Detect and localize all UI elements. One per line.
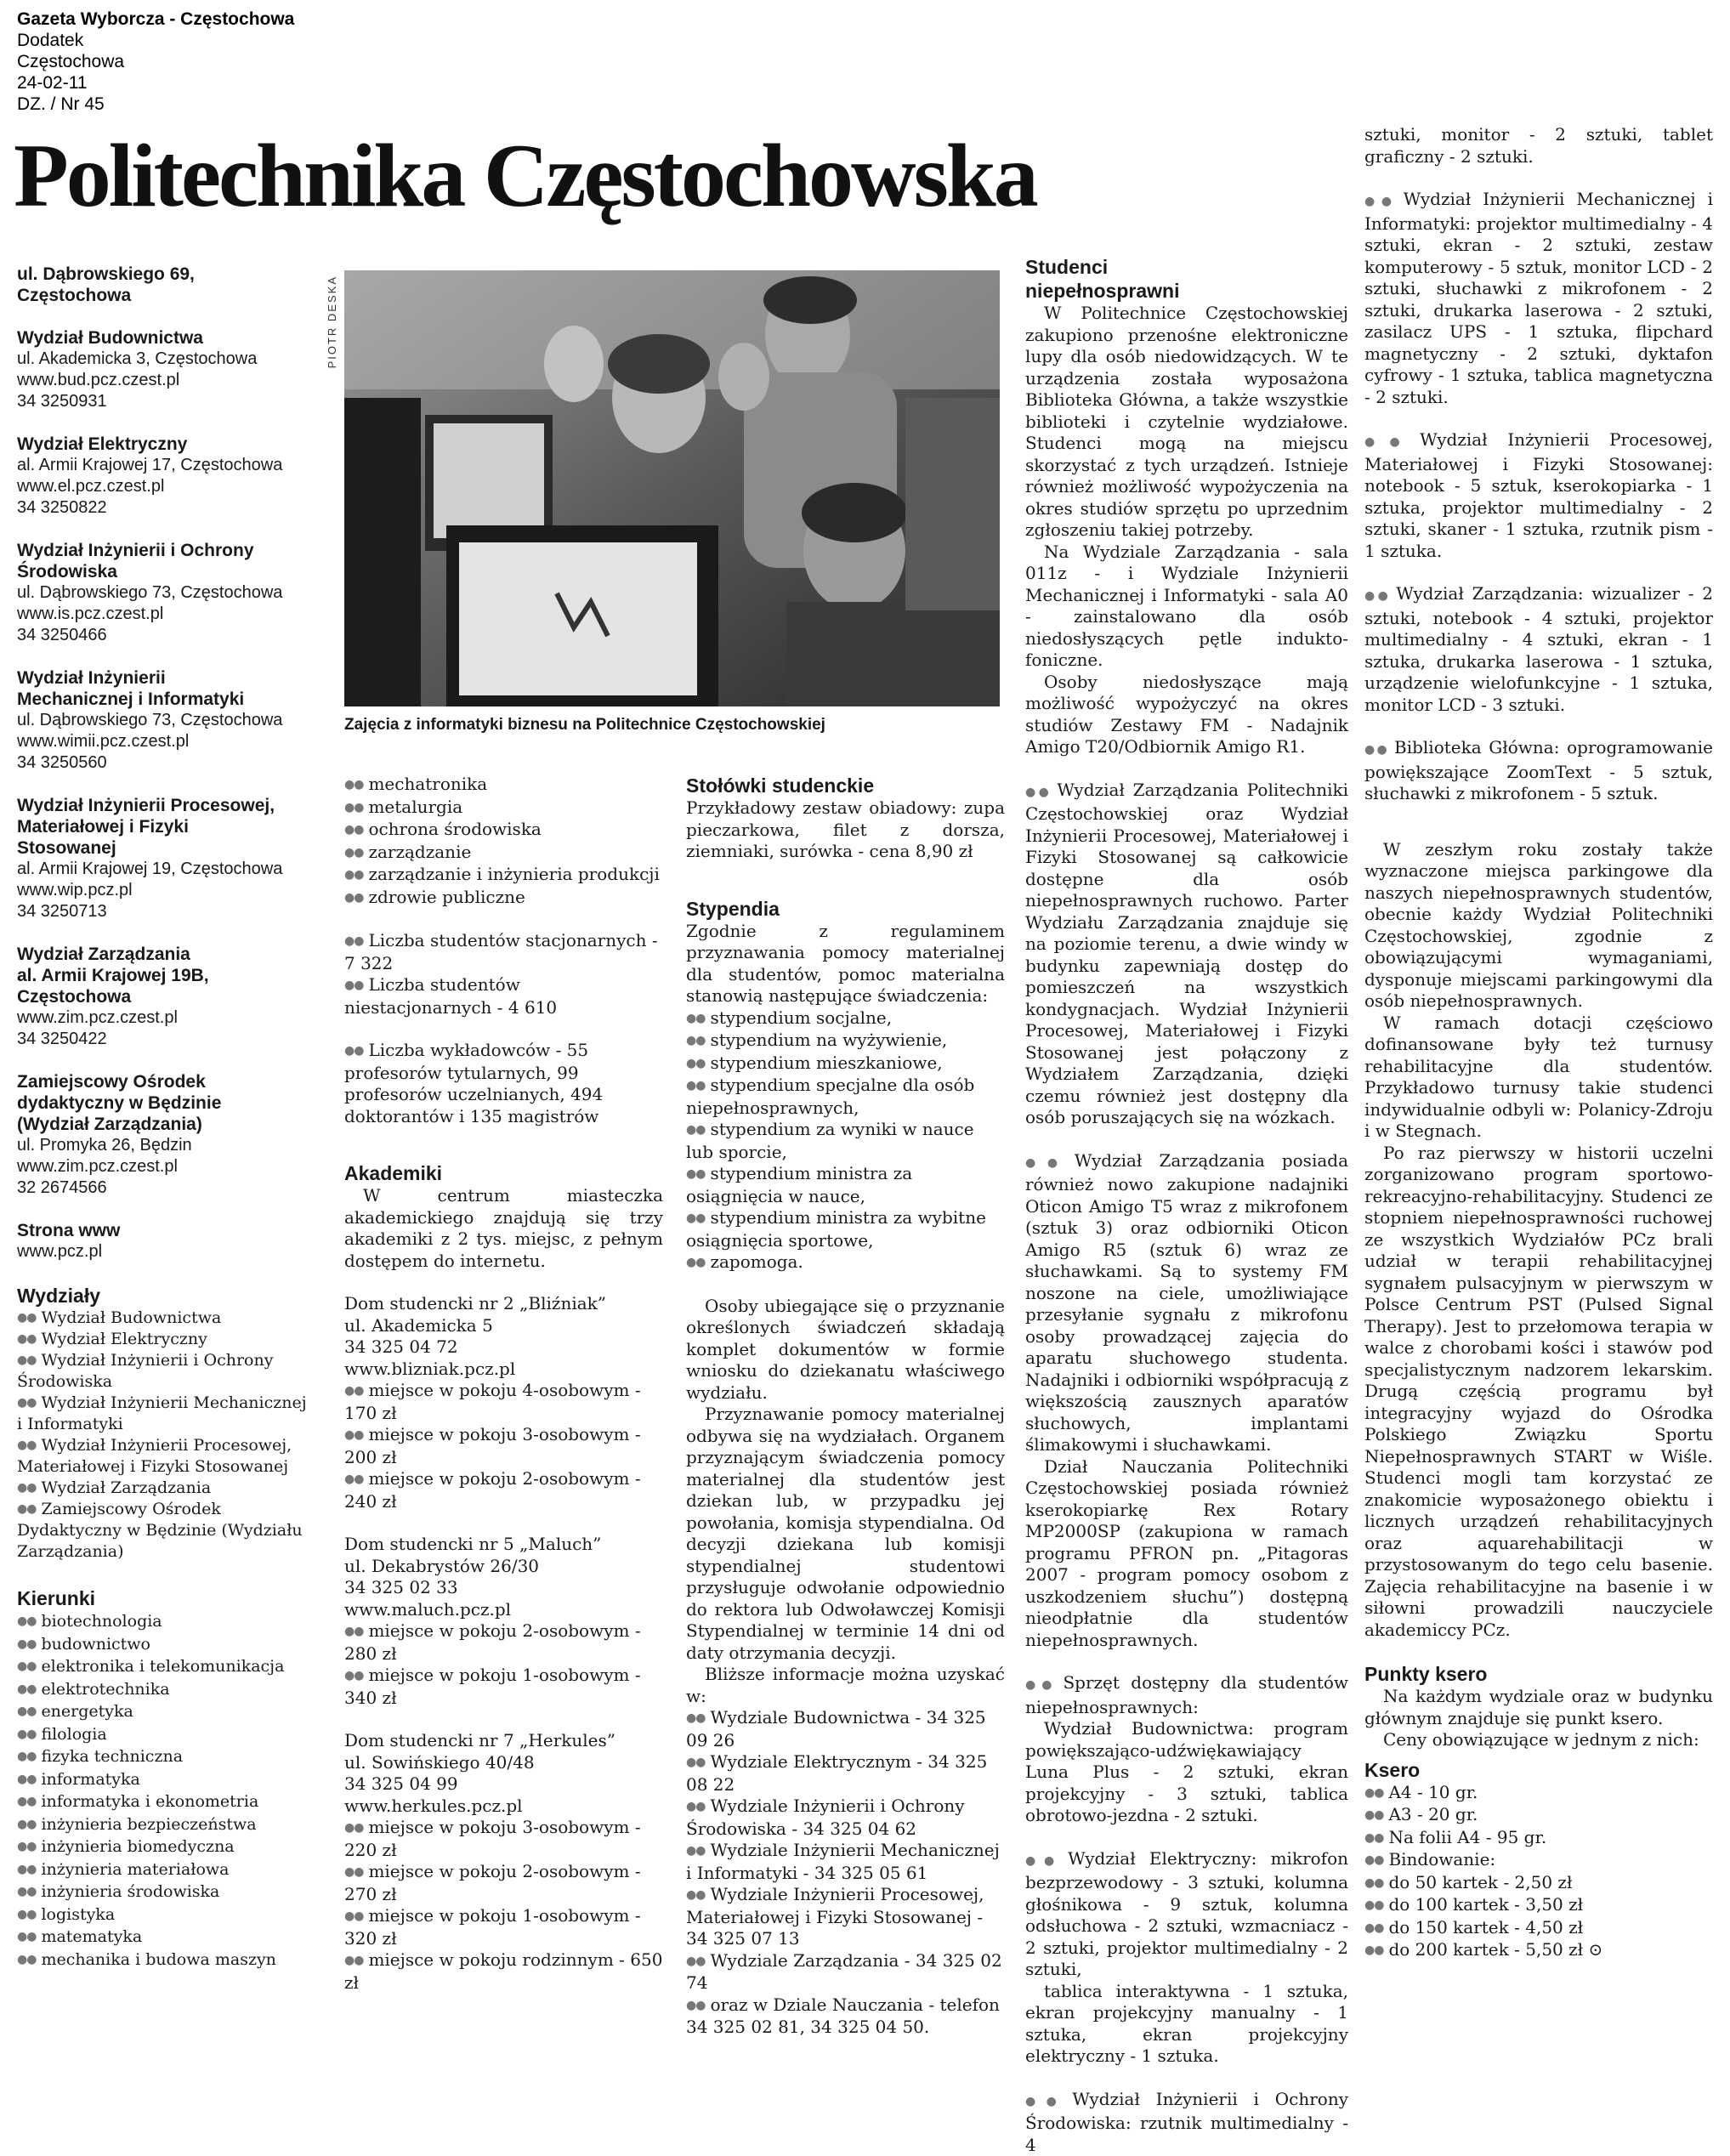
list-item: ●● Zamiejscowy Ośrodek Dydaktyczny w Będzinie (Wydziału Zarządzania) [17, 1499, 310, 1563]
ksero-title: Punkty ksero [1364, 1662, 1713, 1686]
list-item: ●● mechatronika [344, 774, 663, 797]
bullet-icon: ●● [344, 1472, 363, 1486]
bullet-icon: ●● [1364, 1898, 1383, 1912]
dorm-www: www.maluch.pcz.pl [344, 1599, 663, 1621]
bullet-icon: ●● [17, 1660, 36, 1673]
source-name: Gazeta Wyborcza - Częstochowa [17, 9, 294, 30]
wydzialy-title: Wydziały [17, 1284, 310, 1308]
bullet-icon: ●● [17, 1863, 36, 1876]
article-paragraph: ●● Wydział Inżynierii i Ochrony Środowiska: rzutnik multimedialny - 4 [1025, 2089, 1348, 2156]
issue-number: DZ. / Nr 45 [17, 94, 294, 115]
article-paragraph: W ramach dotacji częściowo dofinansowane były też turnusy rehabilitacyjne dla studentów. Przykładowo turnusy takie studenci indywidualnie odbyli w: Polanicy-Zdroju i w Stegnach. [1364, 1013, 1713, 1143]
list-item: ●● logistyka [17, 1904, 310, 1926]
list-item: ●● zapomoga. [686, 1251, 1005, 1274]
bullet-icon: ●● [1364, 1808, 1383, 1822]
price-item: ●● do 150 kartek - 4,50 zł [1364, 1917, 1713, 1940]
bullet-icon: ●● [344, 1909, 363, 1923]
faculty-address: al. Armii Krajowej 19, Częstochowa [17, 859, 310, 880]
list-item: ●● elektronika i telekomunikacja [17, 1655, 310, 1678]
article-paragraph: W Politechnice Częstochowskiej zakupiono przenośne elektroniczne lupy dla osób niedowidzących. W te urządzenia została wyposażona Biblioteka Główna, a także wszystkie biblioteki i czytelnie wydziałowe. Studenci mogą na miejscu skorzystać z tych urządzeń. Istnieje również możliwość wypożyczenia na okres studiów sprzętu po uprzednim zgłoszeniu takiej potrzeby. [1025, 303, 1348, 542]
bullet-icon: ●● [17, 1396, 36, 1410]
price-item: ●● Bindowanie: [1364, 1849, 1713, 1872]
article-paragraph: tablica interaktywna - 1 sztuka, ekran projekcyjny manualny - 1 sztuka, ekran projekcyjny elektryczny - 1 sztuka. [1025, 1981, 1348, 2068]
price-item: ●● miejsce w pokoju 1-osobowym - 320 zł [344, 1905, 663, 1949]
article-paragraph: ●● Biblioteka Główna: oprogramowanie powiększające ZoomText - 5 sztuk, słuchawki z mikrofonem - 5 sztuk. [1364, 737, 1713, 805]
akademiki-intro: W centrum miasteczka akademickiego znajdują się trzy akademiki z 2 tys. miejsc, z pełnym dostępem do internetu. [344, 1185, 663, 1272]
faculty-www: www.wip.pcz.pl [17, 880, 310, 901]
bullet-icon: ●● [686, 1123, 705, 1137]
faculty-phone: 34 3250822 [17, 497, 310, 519]
list-item: ●● stypendium na wyżywienie, [686, 1030, 1005, 1052]
price-item: ●● miejsce w pokoju 2-osobowym - 240 zł [344, 1468, 663, 1512]
article-paragraph: ●● Wydział Elektryczny: mikrofon bezprzewodowy - 3 sztuki, kolumna głośnikowa - 9 sztuk, kolumna odsłuchowa - 2 sztuki, wzmacniacz - 2 sztuki, projektor multimedialny - 2 sztuki, [1025, 1848, 1348, 1981]
list-item: ●● budownictwo [17, 1633, 310, 1656]
article-paragraph: ●● Wydział Zarządzania Politechniki Częstochowskiej oraz Wydział Inżynierii Procesowej, Materiałowej i Fizyki Stosowanej są całkowicie dostępne dla osób niepełnosprawnych ruchowo. Parter Wydziału Zarządzania znajduje się na poziomie terenu, a dwie windy w budynku zapewniają dostęp do pomieszczeń na wszystkich kondygnacjach. Wydział Inżynierii Procesowej, Materiałowej i Fizyki Stosowanej jest połączony z Wydziałem Zarządzania, dzięki czemu również jest dostępny dla osób poruszających się na wózkach. [1025, 780, 1348, 1129]
column-1 [17, 264, 310, 1971]
faculty-www: www.zim.pcz.czest.pl [17, 1007, 310, 1029]
bullet-icon: ●● [344, 979, 363, 992]
list-item: ●● matematyka [17, 1926, 310, 1949]
faculty-address: ul. Dąbrowskiego 73, Częstochowa [17, 710, 310, 731]
faculty-address: ul. Akademicka 3, Częstochowa [17, 349, 310, 370]
column-5 [1364, 124, 1713, 1962]
address-city: Częstochowa [17, 285, 310, 306]
niepelnosprawni-title: niepełnosprawni [1025, 279, 1348, 303]
stypendia-title: Stypendia [686, 897, 1005, 921]
stypendia-list [686, 1007, 1005, 1274]
bullet-icon: ●● [17, 1930, 36, 1943]
bullet-icon: ●● [686, 1800, 705, 1813]
list-item: ●● oraz w Dziale Nauczania - telefon 34 325 02 81, 34 325 04 50. [686, 1994, 1005, 2039]
price-item: ●● do 200 kartek - 5,50 zł ⊙ [1364, 1939, 1713, 1962]
article-paragraph: Ceny obowiązujące w jednym z nich: [1364, 1729, 1713, 1751]
staff-stats [344, 1040, 663, 1127]
list-item: ●● mechanika i budowa maszyn [17, 1949, 310, 1972]
faculty-address: ul. Dąbrowskiego 73, Częstochowa [17, 582, 310, 604]
faculty-phone: 34 3250466 [17, 625, 310, 646]
faculty-name: Mechanicznej i Informatyki [17, 689, 310, 710]
list-item: ●● stypendium za wyniki w nauce lub sporcie, [686, 1119, 1005, 1163]
bullet-icon: ●● [17, 1637, 36, 1651]
city-name: Częstochowa [17, 51, 294, 72]
article-paragraph: Wydział Budownictwa: program powiększająco-udźwiękawiający Luna Plus - 2 sztuki, ekran projekcyjny - 3 sztuki, tablica obrotowo-jezdna - 2 sztuki. [1025, 1718, 1348, 1827]
bullet-icon: ●● [1025, 2095, 1067, 2108]
column-4 [1025, 255, 1348, 2156]
price-item: ●● miejsce w pokoju rodzinnym - 650 zł [344, 1949, 663, 1994]
list-item: ●● ochrona środowiska [344, 819, 663, 842]
faculty-name: Środowiska [17, 561, 310, 582]
faculty-name: al. Armii Krajowej 19B, [17, 965, 310, 986]
bullet-icon: ●● [344, 1865, 363, 1879]
bullet-icon: ●● [17, 1481, 36, 1495]
bullet-icon: ●● [686, 1756, 705, 1769]
dorm-block [344, 1293, 663, 1512]
list-item: ●● informatyka [17, 1768, 310, 1791]
akademiki-title: Akademiki [344, 1161, 663, 1185]
list-item: ●● biotechnologia [17, 1610, 310, 1633]
price-item: ●● miejsce w pokoju 1-osobowym - 340 zł [344, 1665, 663, 1709]
bullet-icon: ●● [1364, 1943, 1383, 1957]
bullet-icon: ●● [17, 1614, 36, 1628]
list-item: ●● Wydziale Zarządzania - 34 325 02 74 [686, 1950, 1005, 1994]
bullet-icon: ●● [17, 1353, 36, 1367]
bullet-icon: ●● [1364, 743, 1389, 757]
list-item: ●● inżynieria bezpieczeństwa [17, 1813, 310, 1836]
faculty-block [17, 795, 310, 922]
faculty-name: Wydział Inżynierii i Ochrony [17, 540, 310, 561]
stypendia-paragraph: Przyznawanie pomocy materialnej odbywa się na wydziałach. Organem przyznającym świadczenia pomocy materialnej dla studentów jest dziekan lub, w przypadku jej powołania, komisja stypendialna. Od decyzji dziekana lub komisji stypendialnej studentowi przysługuje odwołanie odpowiednio do rektora lub Odwoławczej Komisji Stypendialnej w terminie 14 dni od daty otrzymania decyzji. [686, 1404, 1005, 1664]
list-item: ●● fizyka techniczna [17, 1745, 310, 1768]
bullet-icon: ●● [17, 1332, 36, 1346]
bullet-icon: ●● [344, 868, 363, 882]
page-title: Politechnika Częstochowska [14, 129, 1036, 223]
faculty-name: Wydział Budownictwa [17, 327, 310, 349]
bullet-icon: ●● [17, 1728, 36, 1741]
bullet-icon: ●● [344, 1625, 363, 1638]
bullet-icon: ●● [686, 1057, 705, 1070]
bullet-icon: ●● [1364, 1786, 1383, 1800]
bullet-icon: ●● [1364, 1853, 1383, 1867]
list-item: ●● Liczba studentów stacjonarnych - 7 322 [344, 930, 663, 974]
stypendia-paragraph: Bliższe informacje można uzyskać w: [686, 1664, 1005, 1707]
list-item: ●● stypendium ministra za wybitne osiągnięcia sportowe, [686, 1207, 1005, 1251]
bullet-icon: ●● [344, 801, 363, 814]
dorm-name: Dom studencki nr 7 „Herkules” [344, 1730, 663, 1752]
bullet-icon: ●● [344, 846, 363, 860]
bullet-icon: ●● [686, 1034, 705, 1047]
list-item: ●● Wydziale Inżynierii Procesowej, Materiałowej i Fizyki Stosowanej - 34 325 07 13 [686, 1884, 1005, 1950]
price-item: ●● miejsce w pokoju 2-osobowym - 270 zł [344, 1861, 663, 1905]
section-name: Dodatek [17, 30, 294, 51]
kierunki-list [17, 1610, 310, 1971]
stolowki-title: Stołówki studenckie [686, 774, 1005, 797]
article-paragraph: ●● Wydział Inżynierii Mechanicznej i Informatyki: projektor multimedialny - 4 sztuki, ekran - 2 sztuki, zestaw komputerowy - 5 sztuk, monitor LCD - 2 sztuki, słuchawki z mikrofonem - 2 sztuki, drukarka laserowa - 2 sztuki, zasilacz UPS - 1 sztuka, flipchard magnetyczny - 2 sztuki, dyktafon cyfrowy - 1 sztuka, tablica magnetyczna - 2 sztuki. [1364, 189, 1713, 408]
dorm-block [344, 1730, 663, 1994]
stypendia-paragraph: Osoby ubiegające się o przyznanie określonych świadczeń składają komplet dokumentów w formie wniosku do dziekanatu właściwego wydziału. [686, 1296, 1005, 1404]
publication-date: 24-02-11 [17, 72, 294, 94]
article-paragraph: Na każdym wydziale oraz w budynku głównym znajduje się punkt ksero. [1364, 1686, 1713, 1729]
stypendia-intro: Zgodnie z regulaminem przyznawania pomocy materialnej dla studentów, pomoc materialna stanowią następujące świadczenia: [686, 921, 1005, 1007]
bullet-icon: ●● [1025, 1156, 1069, 1170]
list-item: ●● Liczba studentów niestacjonarnych - 4 610 [344, 974, 663, 1018]
bullet-icon: ●● [344, 1428, 363, 1442]
ksero-price-list [1364, 1782, 1713, 1962]
article-paragraph: ●● Wydział Zarządzania: wizualizer - 2 sztuki, notebook - 4 sztuki, projektor multimedialny - 4 sztuki, ekran - 1 sztuka, drukarka laserowa - 1 sztuka, urządzenie wielofunkcyjne - 1 sztuka, monitor LCD - 3 sztuki. [1364, 583, 1713, 716]
list-item: ●● inżynieria materiałowa [17, 1858, 310, 1881]
photo-credit: PIOTR DESKA [326, 275, 338, 368]
price-item: ●● A4 - 10 gr. [1364, 1782, 1713, 1805]
niepelnosprawni-title: Studenci [1025, 255, 1348, 279]
bullet-icon: ●● [1364, 1831, 1383, 1845]
list-item: ●● stypendium ministra za osiągnięcia w nauce, [686, 1163, 1005, 1207]
kierunki-title: Kierunki [17, 1586, 310, 1610]
bullet-icon: ●● [17, 1750, 36, 1763]
list-item: ●● stypendium socjalne, [686, 1007, 1005, 1030]
faculty-name: Stosowanej [17, 837, 310, 859]
list-item: ●● Wydziale Inżynierii Mechanicznej i Informatyki - 34 325 05 61 [686, 1840, 1005, 1884]
bullet-icon: ●● [1364, 195, 1398, 208]
bullet-icon: ●● [686, 1012, 705, 1025]
list-item: ●● Wydział Inżynierii Procesowej, Materiałowej i Fizyki Stosowanej [17, 1435, 310, 1478]
bullet-icon: ●● [1364, 1921, 1383, 1935]
price-item: ●● do 100 kartek - 3,50 zł [1364, 1894, 1713, 1917]
list-item: ●● stypendium mieszkaniowe, [686, 1052, 1005, 1075]
faculty-name: Wydział Inżynierii Procesowej, [17, 795, 310, 816]
bullet-icon: ●● [17, 1705, 36, 1718]
stolowki-text: Przykładowy zestaw obiadowy: zupa pieczarkowa, filet z dorsza, ziemniaki, surówka - cena 8,90 zł [686, 797, 1005, 863]
faculty-block [17, 944, 310, 1050]
photo-illustration [344, 270, 1000, 706]
dorm-address: ul. Akademicka 5 [344, 1315, 663, 1337]
faculty-address: al. Armii Krajowej 17, Częstochowa [17, 455, 310, 476]
bullet-icon: ●● [344, 1384, 363, 1398]
list-item: ●● Wydział Elektryczny [17, 1329, 310, 1350]
bullet-icon: ●● [686, 1079, 705, 1092]
kierunki-list-continued [344, 774, 663, 909]
bullet-icon: ●● [344, 1044, 363, 1058]
stats-list [344, 930, 663, 1018]
bullet-icon: ●● [686, 1256, 705, 1269]
bullet-icon: ●● [1025, 1854, 1063, 1868]
faculty-name: (Wydział Zarządzania) [17, 1114, 310, 1135]
faculty-name: Wydział Zarządzania [17, 944, 310, 965]
list-item: ●● Wydziale Inżynierii i Ochrony Środowiska - 34 325 04 62 [686, 1796, 1005, 1840]
faculty-block [17, 667, 310, 774]
bullet-icon: ●● [344, 778, 363, 791]
faculty-name: Wydział Inżynierii [17, 667, 310, 689]
price-item: ●● miejsce w pokoju 2-osobowym - 280 zł [344, 1620, 663, 1665]
article-paragraph: sztuki, monitor - 2 sztuki, tablet graficzny - 2 sztuki. [1364, 124, 1713, 167]
bullet-icon: ●● [17, 1818, 36, 1831]
bullet-icon: ●● [17, 1885, 36, 1898]
bullet-icon: ●● [344, 1821, 363, 1835]
www-url: www.pcz.pl [17, 1241, 310, 1262]
list-item: ●● energetyka [17, 1700, 310, 1723]
faculty-phone: 34 3250560 [17, 752, 310, 774]
faculty-name: Materiałowej i Fizyki [17, 816, 310, 837]
clipping-header [17, 9, 294, 115]
column-2 [344, 774, 663, 1994]
faculty-block [17, 327, 310, 412]
dorm-www: www.herkules.pcz.pl [344, 1796, 663, 1818]
wydzialy-list [17, 1308, 310, 1563]
faculty-block [17, 434, 310, 519]
bullet-icon: ●● [1025, 1678, 1058, 1692]
list-item: ●● elektrotechnika [17, 1678, 310, 1701]
bullet-icon: ●● [344, 1669, 363, 1682]
bullet-icon: ●● [344, 823, 363, 837]
dorm-phone: 34 325 04 99 [344, 1773, 663, 1796]
www-title: Strona www [17, 1220, 310, 1241]
list-item: ●● zarządzanie [344, 842, 663, 865]
list-item: ●● inżynieria biomedyczna [17, 1835, 310, 1858]
bullet-icon: ●● [1364, 435, 1415, 449]
faculty-www: www.zim.pcz.czest.pl [17, 1156, 310, 1177]
article-paragraph: Osoby niedosłyszące mają możliwość wypożyczyć na okres studiów Zestawy FM - Nadajnik Amigo T20/Odbiornik Amigo R1. [1025, 672, 1348, 758]
list-item: ●● Wydział Inżynierii i Ochrony Środowiska [17, 1350, 310, 1393]
faculty-phone: 34 3250931 [17, 391, 310, 412]
bullet-icon: ●● [17, 1682, 36, 1696]
bullet-icon: ●● [17, 1953, 36, 1966]
price-item: ●● do 50 kartek - 2,50 zł [1364, 1872, 1713, 1895]
bullet-icon: ●● [1025, 786, 1052, 799]
faculty-phone: 32 2674566 [17, 1177, 310, 1199]
article-paragraph: Na Wydziale Zarządzania - sala 011z - i Wydziale Inżynierii Mechanicznej i Informatyki - sala A0 - zainstalowano dla osób niedosłyszących pętle induktofoniczne. [1025, 542, 1348, 672]
faculty-www: www.is.pcz.czest.pl [17, 604, 310, 625]
bullet-icon: ●● [17, 1438, 36, 1452]
www-block [17, 1220, 310, 1262]
end-mark-icon: ⊙ [1589, 1939, 1603, 1960]
news-photo [344, 270, 1000, 706]
bullet-icon: ●● [17, 1311, 36, 1325]
ksero-subtitle: Ksero [1364, 1758, 1713, 1782]
list-item: ●● zarządzanie i inżynieria produkcji [344, 864, 663, 887]
price-item: ●● A3 - 20 gr. [1364, 1804, 1713, 1827]
list-item: ●● stypendium specjalne dla osób niepełnosprawnych, [686, 1075, 1005, 1119]
list-item: ●● inżynieria środowiska [17, 1881, 310, 1904]
bullet-icon: ●● [1364, 1876, 1383, 1890]
list-item: ●● Wydziale Elektrycznym - 34 325 08 22 [686, 1751, 1005, 1796]
bullet-icon: ●● [686, 1167, 705, 1181]
faculty-block [17, 1071, 310, 1199]
bullet-icon: ●● [686, 1711, 705, 1725]
article-paragraph: W zeszłym roku zostały także wyznaczone miejsca parkingowe dla naszych niepełnosprawnych studentów, obecnie każdy Wydział Politechniki Częstochowskiej, zgodnie z obowiązującymi wymaganiami, dysponuje miejscami parkingowymi dla osób niepełnosprawnych. [1364, 839, 1713, 1013]
article-paragraph: Po raz pierwszy w historii uczelni zorganizowano program sportowo-rekreacyjno-rehabilitacyjny. Studenci ze stopniem niepełnosprawności ruchowej ze wszystkich Wydziałów PCz brali udział w terapii rehabilitacyjnej sygnałem pulsacyjnym w pierwszym w Polsce Centrum PST (Pulsed Signal Therapy). Jest to przełomowa terapia w walce z chorobami kości i stawów pod specjalistycznym nadzorem lekarskim. Drugą częścią programu był integracyjny wyjazd do Ośrodka Polskiego Związku Sportu Niepełnosprawnych START w Wiśle. Studenci mogli tam korzystać ze znakomicie wyposażonego obiektu i licznych urządzeń rehabilitacyjnych oraz aquarehabilitacji w przystosowanym do tego celu basenie. Zajęcia rehabilitacyjne na basenie i w siłowni prowadzili nauczyciele akademiccy PCz. [1364, 1143, 1713, 1642]
bullet-icon: ●● [344, 934, 363, 948]
article-paragraph: ●● Sprzęt dostępny dla studentów niepełnosprawnych: [1025, 1672, 1348, 1718]
bullet-icon: ●● [17, 1840, 36, 1853]
list-item: ●● filologia [17, 1723, 310, 1746]
faculty-address: ul. Promyka 26, Będzin [17, 1135, 310, 1156]
list-item: ●● zdrowie publiczne [344, 887, 663, 910]
dorm-block [344, 1534, 663, 1709]
dorm-name: Dom studencki nr 5 „Maluch” [344, 1534, 663, 1556]
bullet-icon: ●● [344, 891, 363, 905]
list-item: ●● Wydział Zarządzania [17, 1478, 310, 1499]
bullet-icon: ●● [686, 1955, 705, 1968]
bullet-icon: ●● [686, 1844, 705, 1858]
bullet-icon: ●● [1364, 589, 1391, 603]
price-item: ●● miejsce w pokoju 4-osobowym - 170 zł [344, 1380, 663, 1424]
dorm-phone: 34 325 04 72 [344, 1336, 663, 1359]
faculty-www: www.el.pcz.czest.pl [17, 476, 310, 497]
bullet-icon: ●● [686, 1999, 705, 2012]
bullet-icon: ●● [17, 1773, 36, 1786]
dorm-address: ul. Dekabrystów 26/30 [344, 1556, 663, 1578]
faculty-phone: 34 3250422 [17, 1029, 310, 1050]
article-paragraph: ●● Wydział Zarządzania posiada również nowo zakupione nadajniki Oticon Amigo T5 wraz z mikrofonem (sztuk 3) oraz odbiorniki Oticon Amigo R5 (sztuk 6) wraz ze słuchawkami. Są to systemy FM noszone na ciele, umożliwiające przesyłanie sygnału z mikrofonu osoby prowadzącej zajęcia do aparatu słuchowego studenta. Nadajniki i odbiorniki współpracują z większością zausznych aparatów słuchowych, implantami ślimakowymi i słuchawkami. [1025, 1150, 1348, 1456]
bullet-icon: ●● [686, 1211, 705, 1225]
column-3 [686, 774, 1005, 2039]
article-paragraph: ●● Wydział Inżynierii Procesowej, Materiałowej i Fizyki Stosowanej: notebook - 5 sztuk, kserokopiarka - 1 sztuka, projektor multimedialny - 2 sztuki, skaner - 1 sztuka, rzutnik pism - 1 sztuka. [1364, 429, 1713, 562]
price-item: ●● miejsce w pokoju 3-osobowym - 220 zł [344, 1817, 663, 1861]
faculty-www: www.wimii.pcz.czest.pl [17, 731, 310, 752]
faculty-phone: 34 3250713 [17, 901, 310, 922]
dorm-www: www.blizniak.pcz.pl [344, 1359, 663, 1381]
list-item: ●● Wydział Budownictwa [17, 1308, 310, 1329]
address-street: ul. Dąbrowskiego 69, [17, 264, 310, 285]
bullet-icon: ●● [17, 1502, 36, 1516]
bullet-icon: ●● [17, 1908, 36, 1921]
price-item: ●● miejsce w pokoju 3-osobowym - 200 zł [344, 1424, 663, 1468]
list-item: ●● Wydział Inżynierii Mechanicznej i Informatyki [17, 1393, 310, 1435]
bullet-icon: ●● [344, 1954, 363, 1967]
list-item: ●● metalurgia [344, 797, 663, 820]
faculty-name: Częstochowa [17, 986, 310, 1007]
faculty-name: Zamiejscowy Ośrodek [17, 1071, 310, 1092]
list-item: ●● Liczba wykładowców - 55 profesorów tytularnych, 99 profesorów uczelnianych, 494 doktorantów i 135 magistrów [344, 1040, 663, 1127]
price-item: ●● Na folii A4 - 95 gr. [1364, 1827, 1713, 1850]
faculty-name: dydaktyczny w Będzinie [17, 1092, 310, 1114]
faculty-name: Wydział Elektryczny [17, 434, 310, 455]
list-item: ●● informatyka i ekonometria [17, 1790, 310, 1813]
bullet-icon: ●● [686, 1888, 705, 1902]
dorm-address: ul. Sowińskiego 40/48 [344, 1752, 663, 1774]
photo-caption: Zajęcia z informatyki biznesu na Politechnice Częstochowskiej [344, 716, 825, 735]
faculty-block [17, 540, 310, 646]
faculty-www: www.bud.pcz.czest.pl [17, 370, 310, 391]
article-paragraph: Dział Nauczania Politechniki Częstochowskiej posiada również kserokopiarkę Rex Rotary MP2000SP (zakupiona w ramach programu PFRON pn. „Pitagoras 2007 - program pomocy osobom z uszkodzeniem słuchu”) dostępną nieodpłatnie dla studentów niepełnosprawnych. [1025, 1456, 1348, 1652]
dorm-name: Dom studencki nr 2 „Bliźniak” [344, 1293, 663, 1315]
dorm-phone: 34 325 02 33 [344, 1577, 663, 1599]
bullet-icon: ●● [17, 1795, 36, 1808]
list-item: ●● Wydziale Budownictwa - 34 325 09 26 [686, 1707, 1005, 1751]
contacts-list [686, 1707, 1005, 2039]
